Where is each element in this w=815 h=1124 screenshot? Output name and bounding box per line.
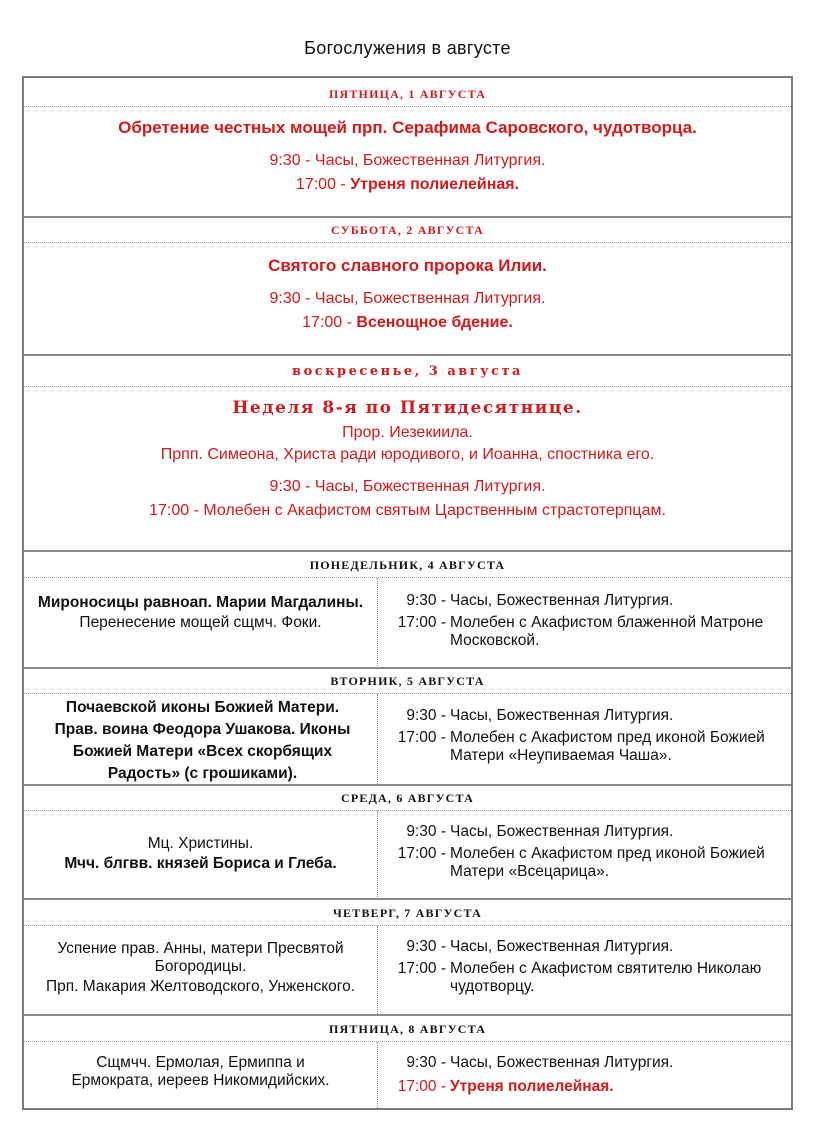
day-8-row <box>24 1042 791 1108</box>
day-header: СУББОТА, 2 АВГУСТА <box>24 218 791 243</box>
service-line: 17:00 - Утреня полиелейная. <box>397 1078 614 1095</box>
service-line: 17:00 - Молебен с Акафистом пред иконой Божией Матери «Всецарица». <box>397 845 765 880</box>
divider <box>24 354 791 356</box>
feast-title: Обретение честных мощей прп. Серафима Саровского, чудотворца. <box>118 118 697 137</box>
right-column <box>386 707 783 765</box>
left-column <box>24 1042 377 1108</box>
service-line: 9:30 - Часы, Божественная Литургия. <box>406 823 674 840</box>
saint-normal: Сщмчч. Ермолая, Ермиппа и Ермократа, иереев Никомидийских. <box>71 1054 330 1089</box>
left-column <box>24 926 377 1014</box>
saint-bold: Мироносицы равноап. Марии Магдалины. <box>37 594 364 611</box>
right-column <box>386 938 783 996</box>
service-line: 17:00 - Молебен с Акафистом пред иконой Божией Матери «Неупиваемая Чаша». <box>397 729 765 764</box>
service-line: 9:30 - Часы, Божественная Литургия. <box>269 152 546 169</box>
service-line: 17:00 - Молебен с Акафистом блаженной Матроне Московской. <box>397 614 764 649</box>
column-divider <box>377 694 378 784</box>
service-line: 9:30 - Часы, Божественная Литургия. <box>406 707 674 724</box>
left-column <box>24 811 377 897</box>
saint-normal: Успение прав. Анны, матери Пресвятой Богородицы. <box>57 940 344 975</box>
feast-title: Святого славного пророка Илии. <box>268 256 547 275</box>
service-line: 17:00 - Молебен с Акафистом святителю Николаю чудотворцу. <box>397 960 762 995</box>
right-column <box>386 1054 783 1096</box>
divider <box>24 898 791 900</box>
saint-normal: Мц. Христины. <box>147 835 254 852</box>
column-divider <box>377 578 378 666</box>
day-3-block <box>24 398 791 520</box>
service-line: 9:30 - Часы, Божественная Литургия. <box>406 592 674 609</box>
day-6-row <box>24 811 791 897</box>
day-4-row <box>24 578 791 666</box>
service-line: 17:00 - Всенощное бдение. <box>302 314 513 331</box>
day-header: ВТОРНИК, 5 АВГУСТА <box>24 669 791 694</box>
saint-bold: Почаевской иконы Божией Матери. Прав. воина Феодора Ушакова. Иконы Божией Матери «Всех скорбящих Радость» (с грошиками). <box>54 699 351 782</box>
day-header: ЧЕТВЕРГ, 7 АВГУСТА <box>24 901 791 926</box>
day-5-row <box>24 694 791 784</box>
page-title: Богослужения в августе <box>304 38 511 58</box>
left-column <box>24 694 377 784</box>
day-header: ПЯТНИЦА, 1 АВГУСТА <box>24 82 791 107</box>
schedule-table <box>22 76 793 1110</box>
column-divider <box>377 926 378 1014</box>
day-7-row <box>24 926 791 1014</box>
day-header: ПОНЕДЕЛЬНИК, 4 АВГУСТА <box>24 553 791 578</box>
service-line: 9:30 - Часы, Божественная Литургия. <box>269 290 546 307</box>
day-2-block <box>24 256 791 332</box>
service-line: 17:00 - Молебен с Акафистом святым Царственным страстотерпцам. <box>149 502 666 519</box>
left-column <box>24 578 377 666</box>
day-1-block <box>24 118 791 194</box>
divider <box>24 1014 791 1016</box>
column-divider <box>377 811 378 897</box>
service-line: 17:00 - Утреня полиелейная. <box>295 176 520 193</box>
saint-line: Прпп. Симеона, Христа ради юродивого, и Иоанна, спостника его. <box>160 446 655 463</box>
divider <box>24 550 791 552</box>
saint-normal: Перенесение мощей сщмч. Фоки. <box>79 614 322 631</box>
saint-normal: Прп. Макария Желтоводского, Унженского. <box>45 978 356 995</box>
day-header: воскресенье, 3 августа <box>24 358 791 387</box>
service-line: 9:30 - Часы, Божественная Литургия. <box>406 1054 674 1071</box>
feast-title: Неделя 8-я по Пятидесятнице. <box>232 398 583 418</box>
service-line: 9:30 - Часы, Божественная Литургия. <box>269 478 546 495</box>
saint-line: Прор. Иезекиила. <box>342 424 473 441</box>
day-header: ПЯТНИЦА, 8 АВГУСТА <box>24 1017 791 1042</box>
saint-bold: Мчч. блгвв. князей Бориса и Глеба. <box>64 855 337 872</box>
service-line: 9:30 - Часы, Божественная Литургия. <box>406 938 674 955</box>
day-header: СРЕДА, 6 АВГУСТА <box>24 786 791 811</box>
column-divider <box>377 1042 378 1108</box>
right-column <box>386 592 783 650</box>
right-column <box>386 823 783 881</box>
